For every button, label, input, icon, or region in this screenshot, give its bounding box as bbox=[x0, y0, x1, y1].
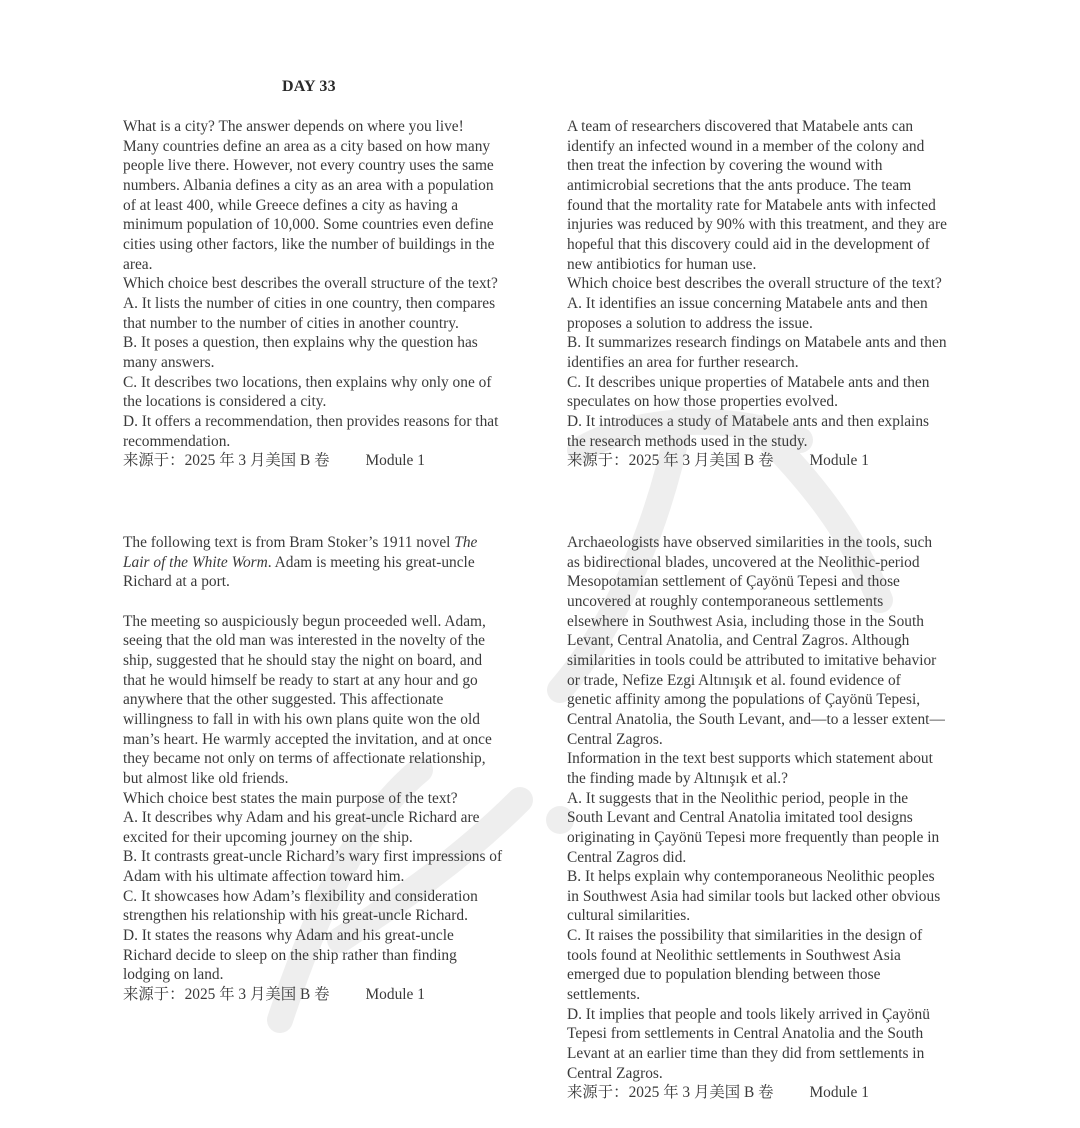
novel-title: The Lair of the White Worm bbox=[123, 534, 478, 571]
question-1 bbox=[123, 117, 503, 471]
source-label: 来源于：2025 年 3 月美国 B 卷 bbox=[567, 1084, 774, 1102]
page-title: DAY 33 bbox=[282, 78, 336, 95]
source-label: 来源于：2025 年 3 月美国 B 卷 bbox=[123, 452, 330, 470]
module-label: Module 1 bbox=[809, 1084, 869, 1102]
question-stem: Information in the text best supports which statement about the finding made by Altınışık et al.? bbox=[567, 750, 933, 787]
source-line bbox=[123, 451, 503, 471]
passage-text: What is a city? The answer depends on where you live! Many countries define an area as a city based on how many people live there. However, not every country uses the same numbers. Albania defines a city as an area with a population of at least 400, while Greece defines a city as having a minimum population of 10,000. Some countries even define cities using other factors, like the number of buildings in the area. bbox=[123, 118, 495, 273]
answer-choice-c: C. It showcases how Adam’s flexibility and consideration strengthen his relationship with his great-uncle Richard. bbox=[123, 887, 478, 925]
answer-choice-c: C. It describes two locations, then explains why only one of the locations is considered a city. bbox=[123, 373, 492, 411]
answer-choice-d: D. It offers a recommendation, then provides reasons for that recommendation. bbox=[123, 412, 499, 450]
source-line bbox=[567, 1083, 947, 1103]
question-3 bbox=[123, 533, 503, 1005]
source-line bbox=[567, 451, 947, 471]
answer-choice-b: B. It poses a question, then explains why the question has many answers. bbox=[123, 334, 478, 371]
passage-intro bbox=[123, 533, 503, 592]
source-label: 来源于：2025 年 3 月美国 B 卷 bbox=[123, 986, 330, 1004]
answer-choice-d: D. It implies that people and tools likely arrived in Çayönü Tepesi from settlements in Central Anatolia and the South Levant at an earlier time than they did from settlements in Central Zagros. bbox=[567, 1005, 930, 1082]
answer-choice-d: D. It states the reasons why Adam and his great-uncle Richard decide to sleep on the ship rather than finding lodging on land. bbox=[123, 927, 457, 984]
source-line bbox=[123, 985, 503, 1005]
module-label: Module 1 bbox=[365, 452, 425, 470]
module-label: Module 1 bbox=[809, 452, 869, 470]
passage-text: Archaeologists have observed similarities in the tools, such as bidirectional blades, uncovered at the Neolithic-period Mesopotamian settlement of Çayönü Tepesi and those uncovered at roughly contemporaneous settlements elsewhere in Southwest Asia, including those in the South Levant, Central Anatolia, and Central Zagros. Although similarities in tools could be attributed to imitative behavior or trade, Nefize Ezgi Altınışık et al. found evidence of genetic affinity among the populations of Çayönü Tepesi, Central Anatolia, the South Levant, and—to a lesser extent—Central Zagros. bbox=[567, 534, 945, 748]
question-stem: Which choice best states the main purpose of the text? bbox=[123, 789, 458, 807]
answer-choice-a: A. It describes why Adam and his great-uncle Richard are excited for their upcoming journey on the ship. bbox=[123, 809, 480, 846]
answer-choice-a: A. It identifies an issue concerning Matabele ants and then proposes a solution to address the issue. bbox=[567, 294, 928, 332]
passage-text: The meeting so auspiciously begun proceeded well. Adam, seeing that the old man was interested in the novelty of the ship, suggested that he should stay the night on board, and that he would himself be ready to start at any hour and go anywhere that the other suggested. This affectionate willingness to fall in with his own plans quite won the old man’s heart. He warmly accepted the invitation, and at once they became not only on terms of affectionate relationship, but almost like old friends. bbox=[123, 612, 492, 787]
answer-choice-b: B. It helps explain why contemporaneous Neolithic peoples in Southwest Asia had similar tools but lacked other obvious cultural similarities. bbox=[567, 868, 941, 925]
answer-choice-c: C. It describes unique properties of Matabele ants and then speculates on how those properties evolved. bbox=[567, 373, 930, 411]
source-label: 来源于：2025 年 3 月美国 B 卷 bbox=[567, 452, 774, 470]
question-2 bbox=[567, 117, 947, 471]
question-stem: Which choice best describes the overall structure of the text? bbox=[123, 275, 498, 293]
answer-choice-d: D. It introduces a study of Matabele ants and then explains the research methods used in the study. bbox=[567, 412, 930, 450]
module-label: Module 1 bbox=[365, 986, 425, 1004]
answer-choice-b: B. It contrasts great-uncle Richard’s wary first impressions of Adam with his ultimate affection toward him. bbox=[123, 848, 503, 886]
answer-choice-a: A. It lists the number of cities in one country, then compares that number to the number of cities in another country. bbox=[123, 294, 496, 332]
intro-text-end: . Adam is meeting his great-uncle Richard at a port. bbox=[123, 553, 475, 591]
passage-text: A team of researchers discovered that Matabele ants can identify an infected wound in a member of the colony and then treat the infection by covering the wound with antimicrobial secretions that the ants produce. The team found that the mortality rate for Matabele ants with infected injuries was reduced by 90% with this treatment, and they are hopeful that this discovery could aid in the development of new antibiotics for human use. bbox=[567, 118, 947, 273]
answer-choice-b: B. It summarizes research findings on Matabele ants and then identifies an area for further research. bbox=[567, 334, 947, 371]
question-4 bbox=[567, 533, 947, 1103]
answer-choice-c: C. It raises the possibility that similarities in the design of tools found at Neolithic settlements in Southwest Asia emerged due to population blending between those settlements. bbox=[567, 927, 923, 1004]
answer-choice-a: A. It suggests that in the Neolithic period, people in the South Levant and Central Anatolia imitated tool designs originating in Çayönü Tepesi more frequently than people in Central Zagros did. bbox=[567, 789, 940, 866]
intro-text: The following text is from Bram Stoker’s 1911 novel bbox=[123, 534, 455, 551]
question-stem: Which choice best describes the overall structure of the text? bbox=[567, 275, 942, 293]
